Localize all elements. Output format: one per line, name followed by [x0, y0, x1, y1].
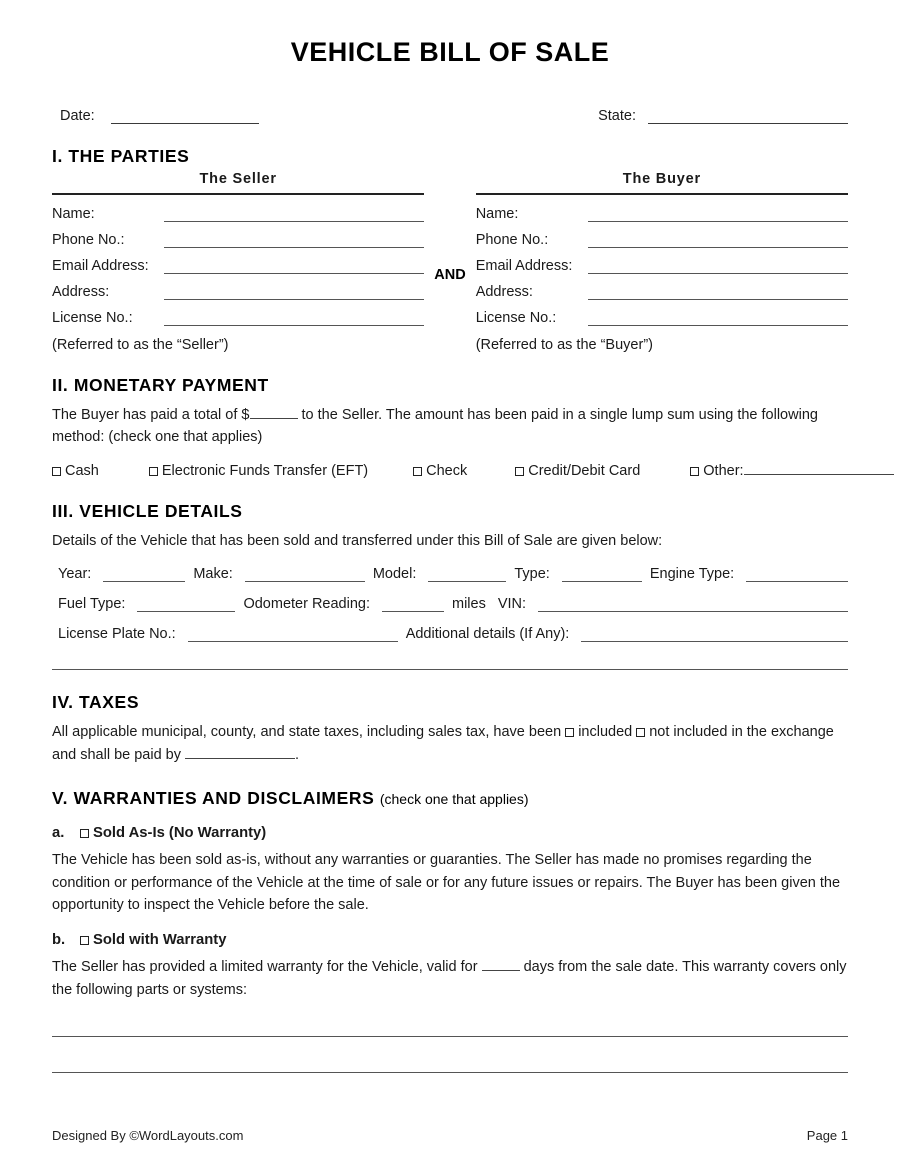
payment-option-eft-label: Electronic Funds Transfer (EFT): [161, 462, 369, 479]
seller-phone-input[interactable]: [164, 233, 424, 248]
vehicle-odometer-units: miles: [452, 596, 486, 613]
checkbox-icon[interactable]: [690, 467, 699, 476]
vehicle-type-label: Type:: [514, 566, 550, 583]
buyer-divider: [476, 193, 848, 195]
taxes-paid-by-input[interactable]: [185, 745, 295, 759]
buyer-phone-row: [476, 232, 848, 248]
vehicle-engine-type-label: Engine Type:: [649, 566, 735, 583]
seller-license-row: [52, 310, 424, 326]
warranty-option-a-letter: a.: [52, 825, 65, 842]
warranty-option-a[interactable]: [52, 825, 848, 841]
seller-column: [52, 171, 424, 353]
buyer-address-label: Address:: [475, 283, 533, 300]
date-field-group: [52, 108, 454, 124]
vehicle-vin-label: VIN:: [497, 596, 527, 613]
vehicle-odometer-label: Odometer Reading:: [243, 596, 370, 613]
warranties-heading-text: V. WARRANTIES AND DISCLAIMERS: [52, 788, 375, 809]
payment-option-cash-label: Cash: [65, 462, 99, 479]
page-footer: [52, 1128, 848, 1143]
payment-method-options: [52, 461, 848, 479]
warranty-option-b-body: [52, 956, 848, 1001]
payment-option-credit-debit-label: Credit/Debit Card: [528, 462, 641, 479]
warranties-heading-note: (check one that applies): [379, 791, 529, 808]
vehicle-model-label: Model:: [372, 566, 417, 583]
warranty-option-b-letter: b.: [52, 932, 66, 949]
seller-email-input[interactable]: [164, 259, 424, 274]
taxes-option-included: included: [578, 724, 633, 741]
seller-address-label: Address:: [52, 283, 110, 300]
vehicle-fuel-type-input[interactable]: [137, 597, 235, 612]
buyer-column: [476, 171, 848, 353]
checkbox-icon[interactable]: [515, 467, 524, 476]
date-state-row: [52, 108, 848, 124]
buyer-address-input[interactable]: [588, 285, 848, 300]
warranty-option-a-body: The Vehicle has been sold as-is, without any warranties or guaranties. The Seller has made no promises regarding the condition or performance of the Vehicle at the time of sale or for any future issues or repairs. The Buyer has been given the opportunity to inspect the Vehicle before the sale.: [52, 852, 841, 913]
vehicle-fuel-type-label: Fuel Type:: [58, 596, 126, 613]
payment-option-eft[interactable]: [149, 463, 368, 479]
buyer-email-row: [476, 258, 848, 274]
payment-option-check[interactable]: [413, 463, 467, 479]
state-field-group: [454, 108, 848, 124]
payment-option-other[interactable]: [690, 461, 893, 479]
vehicle-row-2: [52, 596, 848, 612]
page-title: VEHICLE BILL OF SALE: [290, 37, 610, 67]
taxes-text-part1: All applicable municipal, county, and state taxes, including sales tax, have been: [52, 724, 566, 741]
warranty-parts-line-2[interactable]: [52, 1071, 848, 1073]
vehicle-license-plate-input[interactable]: [188, 627, 398, 642]
vehicle-year-input[interactable]: [103, 567, 185, 582]
checkbox-icon[interactable]: [80, 936, 89, 945]
vehicle-intro: Details of the Vehicle that has been sold and transferred under this Bill of Sale are given below:: [52, 532, 663, 549]
buyer-name-label: Name:: [475, 205, 519, 222]
seller-license-input[interactable]: [164, 311, 424, 326]
parties-block: [52, 171, 848, 353]
seller-name-row: [52, 206, 424, 222]
checkbox-icon[interactable]: [413, 467, 422, 476]
checkbox-icon[interactable]: [565, 728, 574, 737]
warranty-option-a-title: Sold As-Is (No Warranty): [93, 825, 267, 842]
seller-name-input[interactable]: [164, 207, 424, 222]
checkbox-icon[interactable]: [52, 467, 61, 476]
vehicle-vin-input[interactable]: [538, 597, 848, 612]
buyer-email-label: Email Address:: [475, 257, 573, 274]
payment-paragraph: [52, 404, 848, 449]
vehicle-row-1: [52, 566, 848, 582]
vehicle-additional-details-label: Additional details (If Any):: [405, 626, 570, 643]
seller-title: The Seller: [199, 170, 277, 187]
buyer-license-input[interactable]: [588, 311, 848, 326]
state-label: State:: [598, 107, 636, 124]
taxes-text-part3: .: [295, 746, 300, 763]
warranty-b-text-part1: The Seller has provided a limited warranty for the Vehicle, valid for: [52, 959, 482, 976]
payment-option-check-label: Check: [426, 462, 468, 479]
section-heading-taxes: IV. TAXES: [52, 692, 140, 713]
footer-page-number: Page 1: [806, 1128, 848, 1143]
seller-address-input[interactable]: [164, 285, 424, 300]
section-heading-parties: I. THE PARTIES: [52, 145, 190, 166]
vehicle-additional-details-input[interactable]: [581, 627, 848, 642]
vehicle-odometer-input[interactable]: [382, 597, 444, 612]
seller-license-label: License No.:: [52, 309, 133, 326]
buyer-name-input[interactable]: [588, 207, 848, 222]
vehicle-license-plate-label: License Plate No.:: [58, 626, 176, 643]
seller-address-row: [52, 284, 424, 300]
seller-referred-note: (Referred to as the “Seller”): [52, 336, 229, 353]
seller-email-label: Email Address:: [52, 257, 149, 274]
seller-email-row: [52, 258, 424, 274]
payment-option-credit-debit[interactable]: [515, 463, 640, 479]
checkbox-icon[interactable]: [80, 829, 89, 838]
vehicle-make-label: Make:: [193, 566, 233, 583]
section-heading-payment: II. MONETARY PAYMENT: [52, 374, 269, 395]
vehicle-type-input[interactable]: [562, 567, 642, 582]
date-label: Date:: [60, 107, 95, 124]
payment-option-cash[interactable]: [52, 463, 99, 479]
taxes-text-part2: in the exchange and shall be paid by: [52, 724, 834, 763]
buyer-email-input[interactable]: [588, 259, 848, 274]
vehicle-extra-line[interactable]: [52, 668, 848, 670]
checkbox-icon[interactable]: [149, 467, 158, 476]
parties-conjunction-gap: [424, 171, 475, 353]
payment-amount-input[interactable]: [250, 405, 298, 419]
buyer-license-row: [476, 310, 848, 326]
taxes-paragraph: [52, 721, 848, 766]
payment-text-part1: The Buyer has paid a total of $: [52, 406, 250, 423]
buyer-phone-label: Phone No.:: [475, 231, 549, 248]
buyer-name-row: [476, 206, 848, 222]
date-input-line[interactable]: [111, 108, 259, 124]
payment-text-part2: to the Seller. The amount has been paid in a single lump sum using the following method: (check one that applies): [52, 406, 818, 446]
seller-name-label: Name:: [52, 205, 95, 222]
section-heading-warranties: [52, 788, 848, 809]
payment-option-other-label: Other:: [703, 462, 744, 479]
taxes-option-not-included: not included: [649, 724, 728, 741]
buyer-title: The Buyer: [622, 170, 701, 187]
buyer-address-row: [476, 284, 848, 300]
state-input-line[interactable]: [648, 108, 848, 124]
warranty-days-input[interactable]: [482, 957, 520, 971]
buyer-phone-input[interactable]: [588, 233, 848, 248]
buyer-referred-note: (Referred to as the “Buyer”): [475, 336, 653, 353]
warranty-parts-line-1[interactable]: [52, 1035, 848, 1037]
vehicle-engine-type-input[interactable]: [746, 567, 848, 582]
section-heading-vehicle: III. VEHICLE DETAILS: [52, 500, 243, 521]
checkbox-icon[interactable]: [636, 728, 645, 737]
warranty-option-b[interactable]: [52, 932, 848, 948]
seller-phone-row: [52, 232, 424, 248]
footer-credit: Designed By ©WordLayouts.com: [52, 1128, 244, 1143]
payment-option-other-input[interactable]: [744, 461, 894, 475]
warranty-option-b-title: Sold with Warranty: [93, 932, 227, 949]
seller-phone-label: Phone No.:: [52, 231, 125, 248]
vehicle-row-3: [52, 626, 848, 642]
vehicle-make-input[interactable]: [245, 567, 365, 582]
parties-conjunction: AND: [434, 266, 466, 283]
seller-divider: [52, 193, 424, 195]
vehicle-model-input[interactable]: [428, 567, 506, 582]
warranty-b-text-part2: days from the sale date. This warranty covers only the following parts or systems:: [52, 959, 847, 998]
vehicle-year-label: Year:: [58, 566, 92, 583]
buyer-license-label: License No.:: [475, 309, 557, 326]
